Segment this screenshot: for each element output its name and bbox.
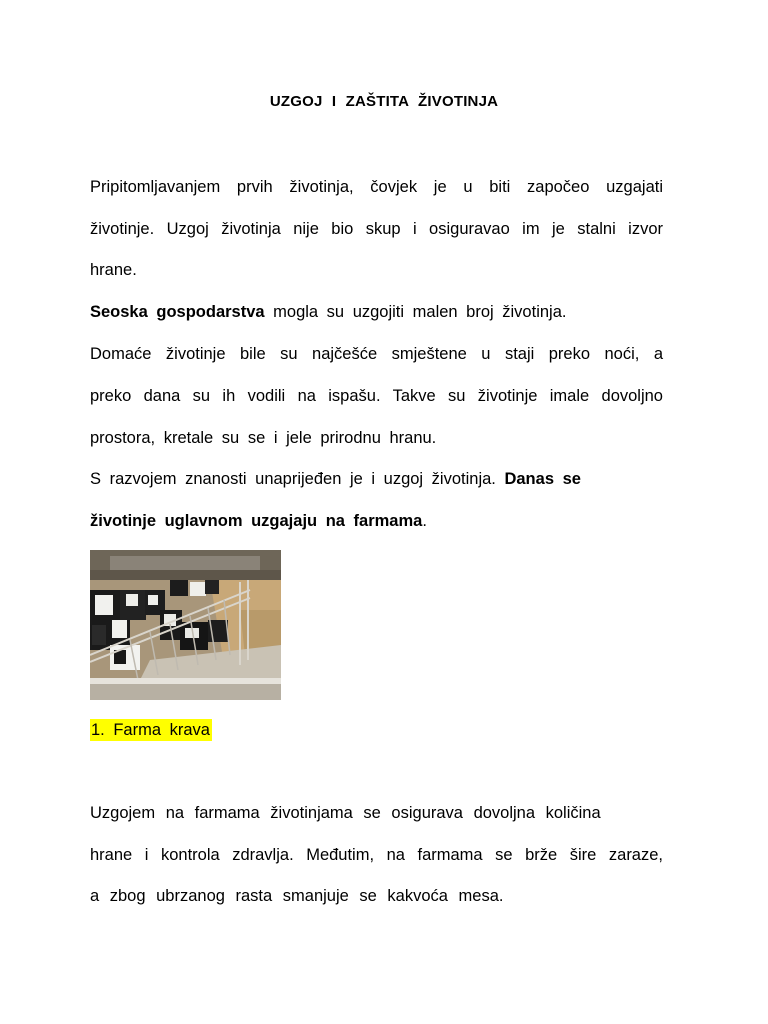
paragraph-4-line-1: Uzgojem na farmama životinjama se osigurava dovoljna količina: [90, 804, 601, 822]
paragraph-3-line-2: [90, 511, 663, 531]
paragraph-1-line-1: Pripitomljavanjem prvih životinja, čovjek je u biti započeo uzgajati: [90, 178, 663, 196]
seoska-gospodarstva-bold: Seoska gospodarstva: [90, 303, 265, 321]
cow-farm-photo: [90, 550, 281, 700]
paragraph-3-line-1: [90, 469, 663, 489]
paragraph-1-line-3: hrane.: [90, 261, 137, 279]
paragraph-3-line-1-normal: S razvojem znanosti unaprijeđen je i uzgoj životinja.: [90, 470, 505, 488]
figure-caption: 1. Farma krava: [91, 721, 210, 739]
paragraph-1-line-2: životinje. Uzgoj životinja nije bio skup i osiguravao im je stalni izvor: [90, 220, 663, 238]
page-title: UZGOJ I ZAŠTITA ŽIVOTINJA: [269, 93, 499, 110]
paragraph-4-line-3: a zbog ubrzanog rasta smanjuje se kakvoća mesa.: [90, 887, 504, 905]
paragraph-2-line-3: preko dana su ih vodili na ispašu. Takve su životinje imale dovoljno: [90, 387, 663, 405]
paragraph-2-line-1: [90, 302, 663, 322]
paragraph-2-line-2: Domaće životinje bile su najčešće smještene u staji preko noći, a: [90, 345, 663, 363]
farmama-bold: životinje uglavnom uzgajaju na farmama: [90, 512, 423, 530]
paragraph-3-line-2-end: .: [422, 512, 427, 530]
danas-se-bold: Danas se: [504, 470, 581, 488]
paragraph-2-line-1-rest: mogla su uzgojiti malen broj životinja.: [264, 303, 567, 321]
paragraph-4-line-2: hrane i kontrola zdravlja. Međutim, na farmama se brže šire zaraze,: [90, 846, 663, 864]
paragraph-2-line-4: prostora, kretale su se i jele prirodnu hranu.: [90, 429, 437, 447]
